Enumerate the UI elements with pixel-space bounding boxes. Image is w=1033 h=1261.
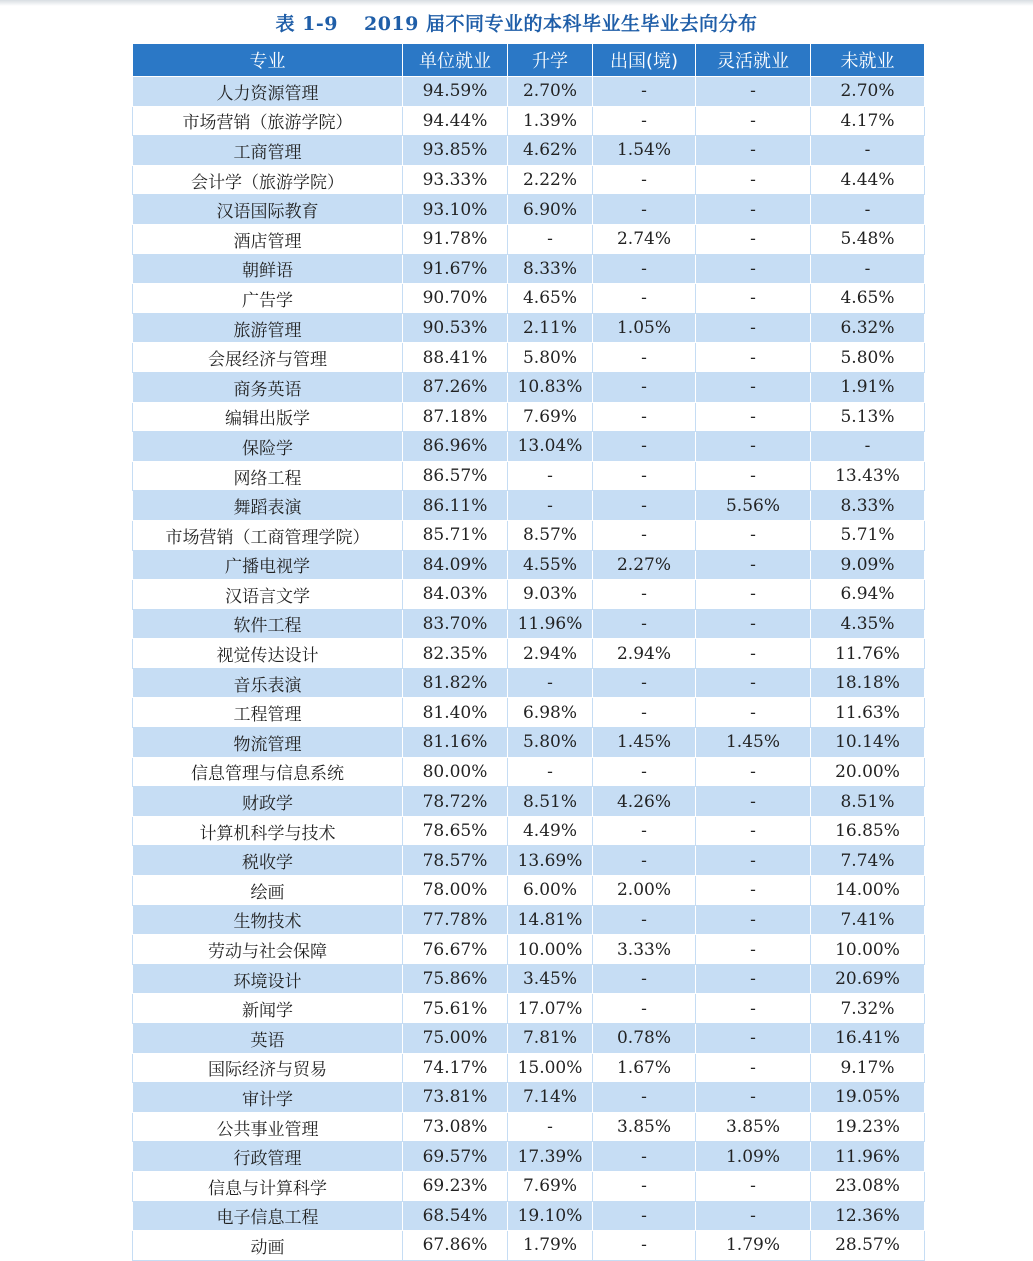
cell-further-study: 19.10%: [508, 1201, 593, 1231]
table-row: [133, 284, 925, 314]
cell-abroad: -: [593, 491, 696, 521]
cell-unemployed: 2.70%: [811, 77, 925, 107]
cell-further-study: 2.11%: [508, 313, 593, 343]
cell-flexible-employment: -: [696, 935, 811, 965]
top-edge-shadow: [0, 0, 1033, 6]
cell-abroad: -: [593, 757, 696, 787]
table-row: [133, 1083, 925, 1113]
cell-unemployed: 19.05%: [811, 1083, 925, 1113]
cell-flexible-employment: -: [696, 787, 811, 817]
cell-employed: 76.67%: [403, 935, 508, 965]
cell-further-study: -: [508, 491, 593, 521]
cell-flexible-employment: -: [696, 905, 811, 935]
cell-abroad: -: [593, 609, 696, 639]
cell-employed: 87.18%: [403, 402, 508, 432]
cell-unemployed: 14.00%: [811, 876, 925, 906]
table-row: [133, 1053, 925, 1083]
cell-employed: 75.00%: [403, 1024, 508, 1054]
cell-further-study: -: [508, 1112, 593, 1142]
cell-major: 生物技术: [133, 905, 403, 935]
cell-further-study: 1.79%: [508, 1231, 593, 1261]
cell-employed: 78.00%: [403, 876, 508, 906]
cell-employed: 69.23%: [403, 1171, 508, 1201]
cell-employed: 94.59%: [403, 77, 508, 107]
table-row: [133, 1201, 925, 1231]
cell-employed: 88.41%: [403, 343, 508, 373]
cell-unemployed: 7.32%: [811, 994, 925, 1024]
cell-abroad: 1.05%: [593, 313, 696, 343]
cell-unemployed: 4.35%: [811, 609, 925, 639]
cell-employed: 75.86%: [403, 964, 508, 994]
cell-further-study: 3.45%: [508, 964, 593, 994]
table-row: [133, 1112, 925, 1142]
cell-flexible-employment: -: [696, 402, 811, 432]
cell-further-study: 8.51%: [508, 787, 593, 817]
cell-employed: 91.78%: [403, 224, 508, 254]
cell-major: 音乐表演: [133, 668, 403, 698]
cell-major: 税收学: [133, 846, 403, 876]
table-row: [133, 757, 925, 787]
cell-unemployed: 9.09%: [811, 550, 925, 580]
cell-major: 广告学: [133, 284, 403, 314]
table-row: [133, 668, 925, 698]
table-row: [133, 372, 925, 402]
cell-abroad: 3.33%: [593, 935, 696, 965]
table-caption: [0, 9, 1033, 36]
cell-flexible-employment: -: [696, 254, 811, 284]
cell-flexible-employment: -: [696, 195, 811, 225]
table-row: [133, 698, 925, 728]
cell-flexible-employment: -: [696, 106, 811, 136]
cell-further-study: 8.33%: [508, 254, 593, 284]
cell-major: 旅游管理: [133, 313, 403, 343]
cell-abroad: 3.85%: [593, 1112, 696, 1142]
cell-major: 信息与计算科学: [133, 1171, 403, 1201]
cell-further-study: 5.80%: [508, 728, 593, 758]
cell-major: 行政管理: [133, 1142, 403, 1172]
cell-major: 编辑出版学: [133, 402, 403, 432]
cell-employed: 78.65%: [403, 816, 508, 846]
cell-unemployed: 28.57%: [811, 1231, 925, 1261]
table-row: [133, 224, 925, 254]
cell-major: 国际经济与贸易: [133, 1053, 403, 1083]
cell-further-study: 6.90%: [508, 195, 593, 225]
cell-further-study: 9.03%: [508, 580, 593, 610]
cell-employed: 75.61%: [403, 994, 508, 1024]
cell-unemployed: -: [811, 195, 925, 225]
cell-unemployed: 11.96%: [811, 1142, 925, 1172]
cell-abroad: -: [593, 195, 696, 225]
cell-flexible-employment: -: [696, 846, 811, 876]
cell-abroad: -: [593, 520, 696, 550]
cell-major: 会展经济与管理: [133, 343, 403, 373]
cell-major: 汉语国际教育: [133, 195, 403, 225]
cell-abroad: 2.94%: [593, 639, 696, 669]
cell-employed: 68.54%: [403, 1201, 508, 1231]
cell-further-study: 5.80%: [508, 343, 593, 373]
cell-further-study: 1.39%: [508, 106, 593, 136]
table-header-row: [133, 44, 925, 77]
cell-flexible-employment: 3.85%: [696, 1112, 811, 1142]
caption-title: 2019 届不同专业的本科毕业生毕业去向分布: [363, 13, 758, 35]
cell-flexible-employment: -: [696, 876, 811, 906]
cell-unemployed: -: [811, 432, 925, 462]
table-row: [133, 816, 925, 846]
cell-flexible-employment: -: [696, 343, 811, 373]
header-unemployed: 未就业: [811, 44, 925, 77]
cell-further-study: 2.70%: [508, 77, 593, 107]
cell-flexible-employment: -: [696, 520, 811, 550]
cell-unemployed: -: [811, 136, 925, 166]
cell-further-study: 6.00%: [508, 876, 593, 906]
table-row: [133, 77, 925, 107]
cell-flexible-employment: -: [696, 609, 811, 639]
table-row: [133, 580, 925, 610]
table-row: [133, 964, 925, 994]
cell-abroad: -: [593, 698, 696, 728]
cell-unemployed: 5.48%: [811, 224, 925, 254]
cell-further-study: 4.49%: [508, 816, 593, 846]
cell-employed: 74.17%: [403, 1053, 508, 1083]
cell-employed: 85.71%: [403, 520, 508, 550]
cell-flexible-employment: -: [696, 136, 811, 166]
table-row: [133, 876, 925, 906]
cell-unemployed: -: [811, 254, 925, 284]
cell-flexible-employment: -: [696, 1201, 811, 1231]
cell-flexible-employment: -: [696, 550, 811, 580]
cell-abroad: -: [593, 254, 696, 284]
cell-further-study: 13.04%: [508, 432, 593, 462]
header-flexible-employment: 灵活就业: [696, 44, 811, 77]
table-row: [133, 935, 925, 965]
table-row: [133, 491, 925, 521]
cell-further-study: -: [508, 461, 593, 491]
cell-unemployed: 4.17%: [811, 106, 925, 136]
cell-major: 人力资源管理: [133, 77, 403, 107]
cell-unemployed: 19.23%: [811, 1112, 925, 1142]
cell-employed: 90.53%: [403, 313, 508, 343]
cell-further-study: 2.94%: [508, 639, 593, 669]
cell-further-study: 17.07%: [508, 994, 593, 1024]
table-row: [133, 402, 925, 432]
cell-employed: 81.82%: [403, 668, 508, 698]
cell-major: 会计学（旅游学院）: [133, 165, 403, 195]
table-row: [133, 520, 925, 550]
cell-employed: 84.03%: [403, 580, 508, 610]
cell-further-study: 13.69%: [508, 846, 593, 876]
cell-unemployed: 18.18%: [811, 668, 925, 698]
cell-unemployed: 8.33%: [811, 491, 925, 521]
cell-abroad: 1.54%: [593, 136, 696, 166]
cell-unemployed: 12.36%: [811, 1201, 925, 1231]
table-row: [133, 787, 925, 817]
table-body: [133, 77, 925, 1261]
table-row: [133, 550, 925, 580]
cell-flexible-employment: -: [696, 964, 811, 994]
cell-flexible-employment: -: [696, 77, 811, 107]
cell-flexible-employment: -: [696, 1171, 811, 1201]
cell-abroad: -: [593, 372, 696, 402]
cell-major: 公共事业管理: [133, 1112, 403, 1142]
table-row: [133, 609, 925, 639]
cell-flexible-employment: -: [696, 224, 811, 254]
table-row: [133, 905, 925, 935]
cell-unemployed: 11.63%: [811, 698, 925, 728]
cell-employed: 93.33%: [403, 165, 508, 195]
cell-abroad: -: [593, 77, 696, 107]
cell-unemployed: 16.41%: [811, 1024, 925, 1054]
cell-flexible-employment: -: [696, 461, 811, 491]
cell-further-study: 4.65%: [508, 284, 593, 314]
cell-unemployed: 20.69%: [811, 964, 925, 994]
cell-abroad: -: [593, 846, 696, 876]
cell-major: 绘画: [133, 876, 403, 906]
cell-major: 财政学: [133, 787, 403, 817]
cell-further-study: 2.22%: [508, 165, 593, 195]
cell-abroad: -: [593, 461, 696, 491]
caption-number: 表 1-9: [275, 13, 338, 35]
cell-employed: 78.72%: [403, 787, 508, 817]
cell-major: 市场营销（旅游学院）: [133, 106, 403, 136]
table-row: [133, 165, 925, 195]
cell-employed: 69.57%: [403, 1142, 508, 1172]
cell-abroad: 1.67%: [593, 1053, 696, 1083]
cell-abroad: -: [593, 668, 696, 698]
table-row: [133, 432, 925, 462]
cell-further-study: 8.57%: [508, 520, 593, 550]
cell-flexible-employment: -: [696, 757, 811, 787]
cell-further-study: 7.81%: [508, 1024, 593, 1054]
cell-major: 审计学: [133, 1083, 403, 1113]
cell-further-study: -: [508, 757, 593, 787]
cell-abroad: -: [593, 1083, 696, 1113]
cell-unemployed: 7.41%: [811, 905, 925, 935]
cell-abroad: -: [593, 165, 696, 195]
cell-major: 视觉传达设计: [133, 639, 403, 669]
cell-abroad: 4.26%: [593, 787, 696, 817]
cell-flexible-employment: -: [696, 1024, 811, 1054]
cell-major: 电子信息工程: [133, 1201, 403, 1231]
cell-further-study: 10.83%: [508, 372, 593, 402]
cell-flexible-employment: -: [696, 668, 811, 698]
table-row: [133, 846, 925, 876]
table-row: [133, 1142, 925, 1172]
cell-unemployed: 7.74%: [811, 846, 925, 876]
cell-unemployed: 6.94%: [811, 580, 925, 610]
header-further-study: 升学: [508, 44, 593, 77]
cell-employed: 91.67%: [403, 254, 508, 284]
cell-further-study: 14.81%: [508, 905, 593, 935]
cell-employed: 67.86%: [403, 1231, 508, 1261]
cell-flexible-employment: 5.56%: [696, 491, 811, 521]
cell-abroad: 2.00%: [593, 876, 696, 906]
cell-abroad: -: [593, 1142, 696, 1172]
cell-further-study: 15.00%: [508, 1053, 593, 1083]
cell-employed: 73.81%: [403, 1083, 508, 1113]
cell-further-study: 7.69%: [508, 1171, 593, 1201]
table-row: [133, 313, 925, 343]
cell-abroad: -: [593, 580, 696, 610]
cell-unemployed: 9.17%: [811, 1053, 925, 1083]
cell-employed: 80.00%: [403, 757, 508, 787]
cell-unemployed: 13.43%: [811, 461, 925, 491]
cell-abroad: 0.78%: [593, 1024, 696, 1054]
cell-abroad: -: [593, 994, 696, 1024]
table-row: [133, 639, 925, 669]
cell-employed: 93.85%: [403, 136, 508, 166]
cell-unemployed: 4.44%: [811, 165, 925, 195]
cell-further-study: 7.69%: [508, 402, 593, 432]
cell-abroad: 2.27%: [593, 550, 696, 580]
cell-further-study: 11.96%: [508, 609, 593, 639]
cell-major: 酒店管理: [133, 224, 403, 254]
cell-abroad: -: [593, 432, 696, 462]
cell-unemployed: 23.08%: [811, 1171, 925, 1201]
cell-flexible-employment: -: [696, 313, 811, 343]
cell-major: 保险学: [133, 432, 403, 462]
cell-major: 英语: [133, 1024, 403, 1054]
cell-abroad: 1.45%: [593, 728, 696, 758]
cell-unemployed: 10.00%: [811, 935, 925, 965]
cell-major: 市场营销（工商管理学院）: [133, 520, 403, 550]
cell-abroad: -: [593, 284, 696, 314]
cell-major: 朝鲜语: [133, 254, 403, 284]
cell-abroad: -: [593, 905, 696, 935]
cell-flexible-employment: -: [696, 165, 811, 195]
table-row: [133, 1171, 925, 1201]
cell-unemployed: 5.71%: [811, 520, 925, 550]
cell-further-study: -: [508, 668, 593, 698]
table-row: [133, 106, 925, 136]
cell-abroad: -: [593, 106, 696, 136]
cell-unemployed: 6.32%: [811, 313, 925, 343]
cell-further-study: -: [508, 224, 593, 254]
table-row: [133, 254, 925, 284]
cell-major: 信息管理与信息系统: [133, 757, 403, 787]
employment-destination-table: [132, 43, 925, 1261]
cell-employed: 84.09%: [403, 550, 508, 580]
cell-unemployed: 20.00%: [811, 757, 925, 787]
cell-further-study: 17.39%: [508, 1142, 593, 1172]
cell-employed: 87.26%: [403, 372, 508, 402]
cell-major: 广播电视学: [133, 550, 403, 580]
cell-unemployed: 5.13%: [811, 402, 925, 432]
cell-further-study: 4.62%: [508, 136, 593, 166]
cell-abroad: -: [593, 1171, 696, 1201]
cell-unemployed: 11.76%: [811, 639, 925, 669]
cell-unemployed: 10.14%: [811, 728, 925, 758]
cell-abroad: -: [593, 1201, 696, 1231]
cell-major: 舞蹈表演: [133, 491, 403, 521]
cell-employed: 86.96%: [403, 432, 508, 462]
table-row: [133, 195, 925, 225]
cell-major: 工程管理: [133, 698, 403, 728]
cell-further-study: 6.98%: [508, 698, 593, 728]
cell-employed: 86.11%: [403, 491, 508, 521]
cell-employed: 78.57%: [403, 846, 508, 876]
cell-major: 汉语言文学: [133, 580, 403, 610]
cell-major: 软件工程: [133, 609, 403, 639]
cell-major: 物流管理: [133, 728, 403, 758]
cell-flexible-employment: -: [696, 432, 811, 462]
cell-unemployed: 1.91%: [811, 372, 925, 402]
cell-abroad: 2.74%: [593, 224, 696, 254]
cell-further-study: 4.55%: [508, 550, 593, 580]
cell-employed: 81.40%: [403, 698, 508, 728]
cell-employed: 82.35%: [403, 639, 508, 669]
table-row: [133, 461, 925, 491]
cell-flexible-employment: -: [696, 816, 811, 846]
table-row: [133, 1024, 925, 1054]
cell-major: 商务英语: [133, 372, 403, 402]
cell-further-study: 10.00%: [508, 935, 593, 965]
cell-flexible-employment: -: [696, 1053, 811, 1083]
header-employed: 单位就业: [403, 44, 508, 77]
cell-flexible-employment: -: [696, 372, 811, 402]
header-major: 专业: [133, 44, 403, 77]
cell-abroad: -: [593, 402, 696, 432]
cell-abroad: -: [593, 343, 696, 373]
cell-employed: 94.44%: [403, 106, 508, 136]
cell-flexible-employment: 1.45%: [696, 728, 811, 758]
cell-flexible-employment: -: [696, 1083, 811, 1113]
cell-unemployed: 16.85%: [811, 816, 925, 846]
cell-flexible-employment: -: [696, 284, 811, 314]
cell-abroad: -: [593, 1231, 696, 1261]
cell-employed: 93.10%: [403, 195, 508, 225]
cell-employed: 81.16%: [403, 728, 508, 758]
cell-flexible-employment: -: [696, 639, 811, 669]
cell-flexible-employment: 1.09%: [696, 1142, 811, 1172]
cell-unemployed: 5.80%: [811, 343, 925, 373]
cell-abroad: -: [593, 816, 696, 846]
table-row: [133, 728, 925, 758]
cell-employed: 73.08%: [403, 1112, 508, 1142]
cell-flexible-employment: -: [696, 580, 811, 610]
cell-flexible-employment: -: [696, 994, 811, 1024]
cell-unemployed: 8.51%: [811, 787, 925, 817]
cell-further-study: 7.14%: [508, 1083, 593, 1113]
cell-major: 计算机科学与技术: [133, 816, 403, 846]
cell-flexible-employment: 1.79%: [696, 1231, 811, 1261]
cell-major: 劳动与社会保障: [133, 935, 403, 965]
cell-employed: 86.57%: [403, 461, 508, 491]
table-row: [133, 994, 925, 1024]
cell-abroad: -: [593, 964, 696, 994]
cell-employed: 90.70%: [403, 284, 508, 314]
cell-major: 网络工程: [133, 461, 403, 491]
cell-major: 环境设计: [133, 964, 403, 994]
cell-flexible-employment: -: [696, 698, 811, 728]
table-row: [133, 136, 925, 166]
header-abroad: 出国(境): [593, 44, 696, 77]
cell-major: 新闻学: [133, 994, 403, 1024]
table-row: [133, 343, 925, 373]
cell-unemployed: 4.65%: [811, 284, 925, 314]
cell-major: 动画: [133, 1231, 403, 1261]
cell-employed: 77.78%: [403, 905, 508, 935]
cell-employed: 83.70%: [403, 609, 508, 639]
cell-major: 工商管理: [133, 136, 403, 166]
